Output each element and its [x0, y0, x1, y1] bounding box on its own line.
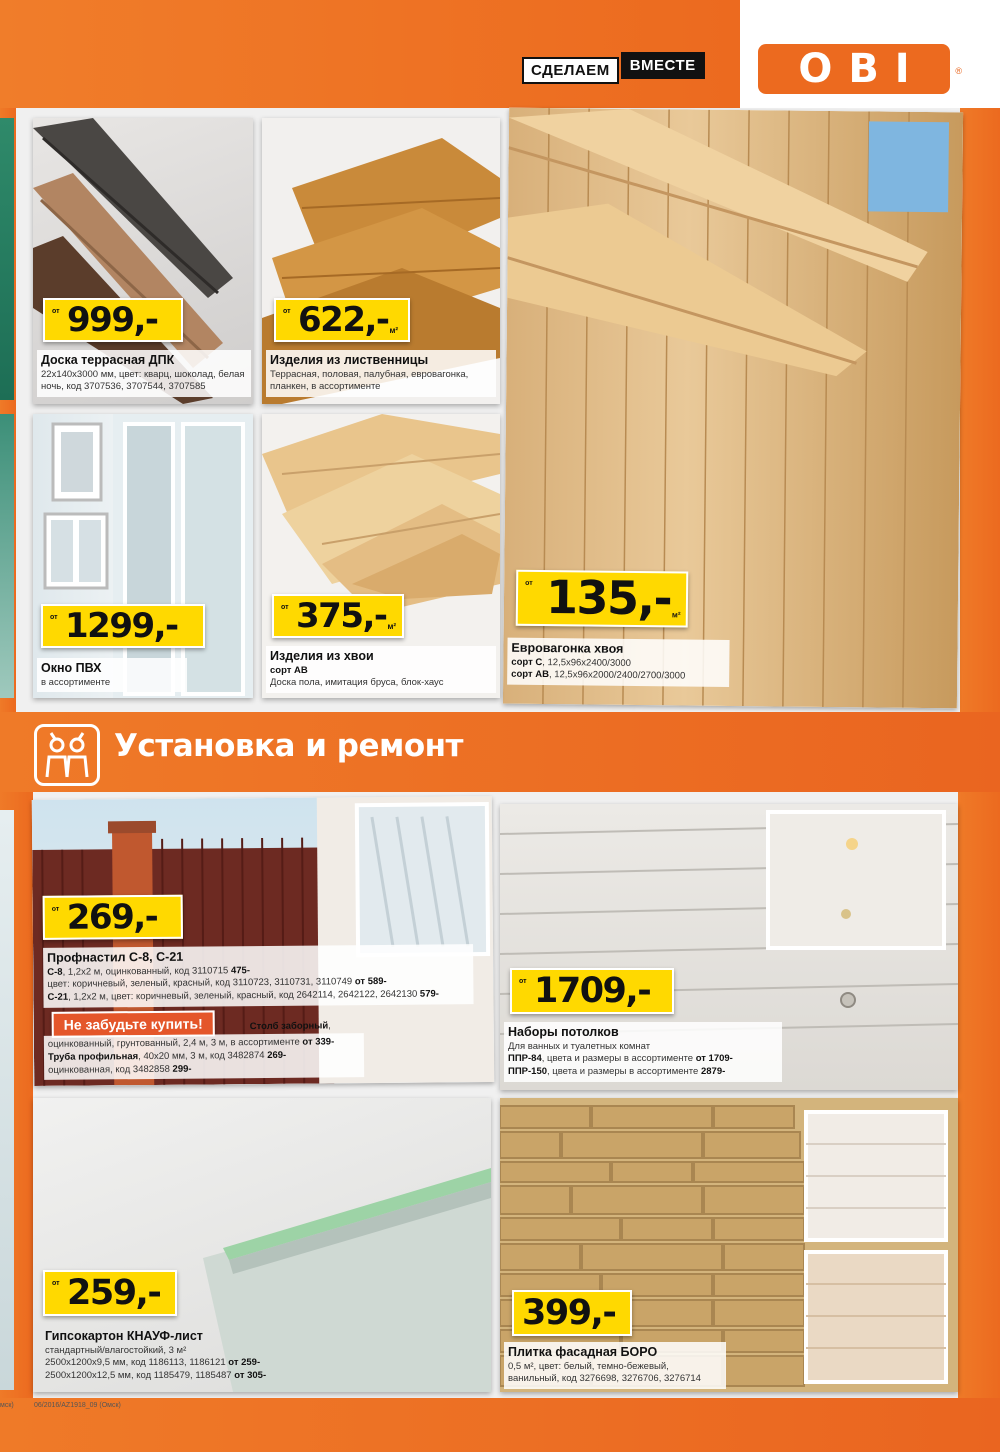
larch-price	[274, 298, 410, 342]
price-value: 1299,-	[65, 606, 178, 646]
eurolining-info	[507, 638, 729, 688]
workers-icon	[34, 724, 100, 786]
product-card-drywall[interactable]	[33, 1098, 491, 1392]
price-value: 1709,-	[534, 971, 651, 1011]
product-desc: Доска пола, имитация бруса, блок-хаус	[270, 677, 444, 689]
product-name: Изделия из хвои	[270, 649, 374, 663]
price-unit: м²	[389, 326, 399, 335]
pine-info	[266, 646, 496, 693]
price-from-label: от	[525, 579, 533, 587]
price-from-label: от	[519, 978, 527, 985]
spec-line-2: цвет: коричневый, зеленый, красный, код 3110723, 3110731, 3110749 от 589-	[47, 976, 387, 991]
price-value: 135,-	[545, 570, 672, 626]
profnastil-price	[43, 895, 183, 940]
price-unit: м²	[671, 610, 681, 620]
post-info: Столб заборный,	[249, 1020, 331, 1033]
obi-logo-text: OBI	[758, 44, 950, 94]
product-card-pine[interactable]	[262, 414, 500, 698]
window-info	[37, 658, 187, 692]
deck-price	[43, 298, 183, 342]
accessories-info	[44, 1033, 364, 1080]
price-value: 399,-	[522, 1293, 616, 1333]
bottom-band	[0, 1398, 1000, 1452]
spec-line-5: оцинкованный, грунтованный, 2,4 м, 3 м, в ассортименте от 339-	[47, 1036, 335, 1050]
product-desc: 0,5 м², цвет: белый, темно-бежевый, ванильный, код 3276698, 3276706, 3276714	[508, 1360, 701, 1385]
price-unit: м²	[387, 622, 397, 631]
ceiling-info	[504, 1022, 782, 1082]
product-card-larch[interactable]	[262, 118, 500, 404]
spec-line-1: Для ванных и туалетных комнат	[508, 1040, 651, 1052]
drywall-info	[41, 1326, 341, 1386]
product-card-window[interactable]	[33, 414, 253, 698]
window-photo	[33, 414, 253, 698]
price-from-label: от	[281, 604, 289, 611]
product-name: Профнастил С-8, С-21	[47, 949, 184, 965]
spec-line-1: стандартный/влагостойкий, 3 м²	[45, 1344, 187, 1356]
deck-info	[37, 350, 251, 397]
slogan-part-2: ВМЕСТЕ	[621, 52, 705, 79]
price-from-label: от	[283, 308, 291, 315]
window-price	[41, 604, 205, 648]
spec-line-3: С-21, 1,2х2 м, цвет: коричневый, зеленый, красный, код 2642114, 2642122, 2642130 579-	[47, 988, 439, 1004]
spec-line-3: 2500х1200х12,5 мм, код 1185479, 1185487 от 305-	[45, 1370, 267, 1382]
product-name: Изделия из лиственницы	[270, 353, 429, 367]
price-value: 259,-	[67, 1273, 161, 1313]
product-spec-line-2: сорт АВ, 12,5х96х2000/2400/2700/3000	[511, 669, 686, 682]
price-from-label: от	[51, 905, 60, 913]
section-title: Установка и ремонт	[114, 728, 463, 764]
product-card-ceiling[interactable]	[500, 804, 958, 1090]
product-card-profnastil[interactable]	[32, 796, 494, 1086]
price-from-label: от	[52, 1280, 60, 1287]
product-grade: сорт АВ	[270, 664, 308, 676]
right-orange-strip	[960, 108, 1000, 712]
product-desc: 22х140х3000 мм, цвет: кварц, шоколад, белая ночь, код 3707536, 3707544, 3707585	[41, 368, 245, 393]
pine-price	[272, 594, 404, 638]
ceiling-price	[510, 968, 674, 1014]
left-edge-photo-3	[0, 810, 14, 1390]
footer-code: 06/2016/AZ1918_09 (Омск)	[34, 1402, 121, 1409]
product-name: Наборы потолков	[508, 1025, 619, 1039]
price-from-label: от	[52, 308, 60, 315]
spec-line-2: ППР-84, цвета и размеры в ассортименте от 1709-	[508, 1053, 733, 1065]
product-name: Гипсокартон КНАУФ-лист	[45, 1329, 203, 1343]
eurolining-price	[516, 570, 689, 628]
left-edge-photo	[0, 118, 14, 400]
spec-line-3: ППР-150, цвета и размеры в ассортименте 2879-	[508, 1066, 726, 1078]
product-name: Доска террасная ДПК	[41, 353, 175, 367]
footer-left-text: мск)	[0, 1402, 14, 1409]
product-desc: Террасная, половая, палубная, евровагонка, планкен, в ассортименте	[270, 368, 469, 393]
product-card-deck[interactable]	[33, 118, 253, 404]
profnastil-info	[43, 944, 474, 1008]
workers-icon-graphic	[37, 727, 97, 783]
obi-logo	[758, 44, 962, 94]
product-card-eurolining[interactable]	[503, 108, 963, 709]
spec-line-7: оцинкованная, код 3482858 299-	[48, 1063, 192, 1076]
tile-info	[504, 1342, 726, 1389]
larch-info	[266, 350, 496, 397]
product-spec-line-1: сорт С, 12,5х96х2400/3000	[511, 656, 632, 669]
price-value: 622,-	[298, 300, 389, 340]
tile-price	[512, 1290, 632, 1336]
product-card-tile[interactable]	[500, 1098, 958, 1392]
right-orange-strip-lower	[958, 792, 1000, 1398]
price-value: 999,-	[67, 300, 158, 340]
spec-line-2: 2500х1200х9,5 мм, код 1186113, 1186121 от 259-	[45, 1357, 261, 1369]
product-name: Окно ПВХ	[41, 661, 102, 675]
product-desc: в ассортименте	[41, 676, 111, 688]
price-value: 269,-	[66, 896, 158, 938]
drywall-price	[43, 1270, 177, 1316]
registered-mark: ®	[955, 66, 962, 76]
window-illustration	[33, 414, 253, 698]
left-edge-photo-2	[0, 414, 14, 698]
price-from-label: от	[50, 614, 58, 621]
reminder-badge: Не забудьте купить!	[52, 1010, 215, 1037]
price-value: 375,-	[296, 596, 387, 636]
slogan	[522, 55, 705, 85]
spec-line-6: Труба профильная, 40х20 мм, 3 м, код 3482874 269-	[47, 1049, 287, 1063]
slogan-part-1: СДЕЛАЕМ	[522, 57, 619, 84]
spec-line-1: С-8, 1,2х2 м, оцинкованный, код 3110715 475-	[47, 964, 251, 978]
product-name: Плитка фасадная БОРО	[508, 1345, 658, 1359]
product-name: Евровагонка хвоя	[511, 640, 624, 656]
